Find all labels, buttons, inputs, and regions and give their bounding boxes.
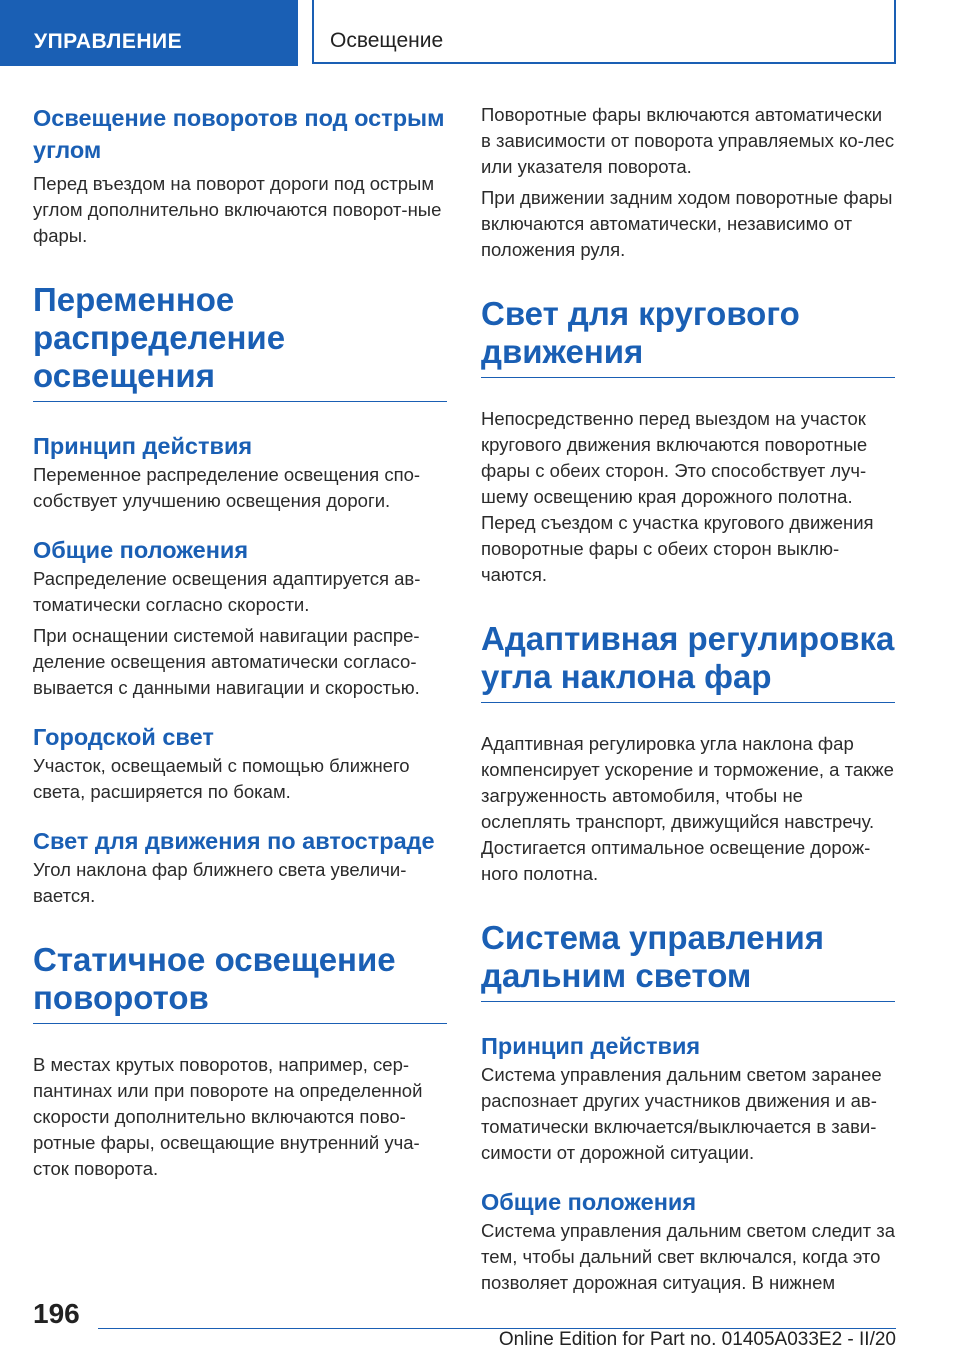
heading-high-beam-assistant: Система управления дальним светом bbox=[481, 919, 895, 1002]
text-cornering-auto: Поворотные фары включаются автоматически в зависимости от поворота управляемых ко-лес или указателя поворота. bbox=[481, 104, 895, 177]
footer-edition: Online Edition for Part no. 01405A033E2 - II/20 bbox=[498, 1329, 896, 1350]
heading-sharp-turn-lighting: Освещение поворотов под острым углом bbox=[33, 105, 445, 163]
header-topic: Освещение bbox=[312, 0, 896, 64]
header-section-tab: УПРАВЛЕНИЕ bbox=[0, 0, 298, 66]
heading-hba-general-info: Общие положения bbox=[481, 1189, 697, 1215]
heading-roundabout-light: Свет для кругового движения bbox=[481, 295, 895, 378]
left-column bbox=[33, 102, 447, 1182]
text-adaptive-headlight-leveling: Адаптивная регулировка угла наклона фар компенсирует ускорение и торможение, а также загруженность автомобиля, чтобы не ослеплять транспорт, движущийся навстречу. Достигается оптимальное освещение дорож-ного полотна. bbox=[481, 733, 894, 884]
text-hba-general-info: Система управления дальним светом следит за тем, чтобы дальний свет включался, когда это позволяет дорожная ситуация. В нижнем bbox=[481, 1220, 896, 1293]
right-column bbox=[481, 102, 895, 1296]
heading-general-info: Общие положения bbox=[33, 537, 249, 563]
text-city-light: Участок, освещаемый с помощью ближнего света, расширяется по бокам. bbox=[33, 755, 410, 802]
text-general-info-1: Распределение освещения адаптируется ав-томатически согласно скорости. bbox=[33, 568, 421, 615]
heading-variable-light-distribution: Переменное распределение освещения bbox=[33, 281, 447, 402]
text-general-info-2: При оснащении системой навигации распре-деление освещения автоматически согласо-вывается с данными навигации и скоростью. bbox=[33, 625, 420, 698]
text-sharp-turn-lighting: Перед въездом на поворот дороги под острым углом дополнительно включаются поворот-ные фары. bbox=[33, 173, 442, 246]
heading-city-light: Городской свет bbox=[33, 724, 214, 750]
heading-motorway-light: Свет для движения по автостраде bbox=[33, 828, 435, 854]
heading-adaptive-headlight-leveling: Адаптивная регулировка угла наклона фар bbox=[481, 620, 895, 703]
text-cornering-reverse: При движении задним ходом поворотные фары включаются автоматически, независимо от положения руля. bbox=[481, 187, 893, 260]
text-hba-operating-principle: Система управления дальним светом заранее распознает других участников движения и ав-томатически включается/выключается в зави-симости от дорожной ситуации. bbox=[481, 1064, 882, 1163]
page-number: 196 bbox=[33, 1298, 80, 1329]
text-motorway-light: Угол наклона фар ближнего света увеличи-вается. bbox=[33, 859, 407, 906]
text-operating-principle: Переменное распределение освещения спо-собствует улучшению освещения дороги. bbox=[33, 464, 421, 511]
text-roundabout-light: Непосредственно перед выездом на участок кругового движения включаются поворотные фары с обеих сторон. Это способствует луч-шему освещению края дорожного полотна. Перед съездом с участка кругового движения поворотные фары с обеих сторон выклю-чаются. bbox=[481, 408, 874, 585]
heading-hba-operating-principle: Принцип действия bbox=[481, 1033, 701, 1059]
text-static-cornering-light: В местах крутых поворотов, например, сер-пантинах или при повороте на определенной скорости дополнительно включаются пово-ротные фары, освещающие внутренний уча-сток поворота. bbox=[33, 1054, 423, 1179]
heading-operating-principle: Принцип действия bbox=[33, 433, 253, 459]
heading-static-cornering-light: Статичное освещение поворотов bbox=[33, 941, 447, 1024]
